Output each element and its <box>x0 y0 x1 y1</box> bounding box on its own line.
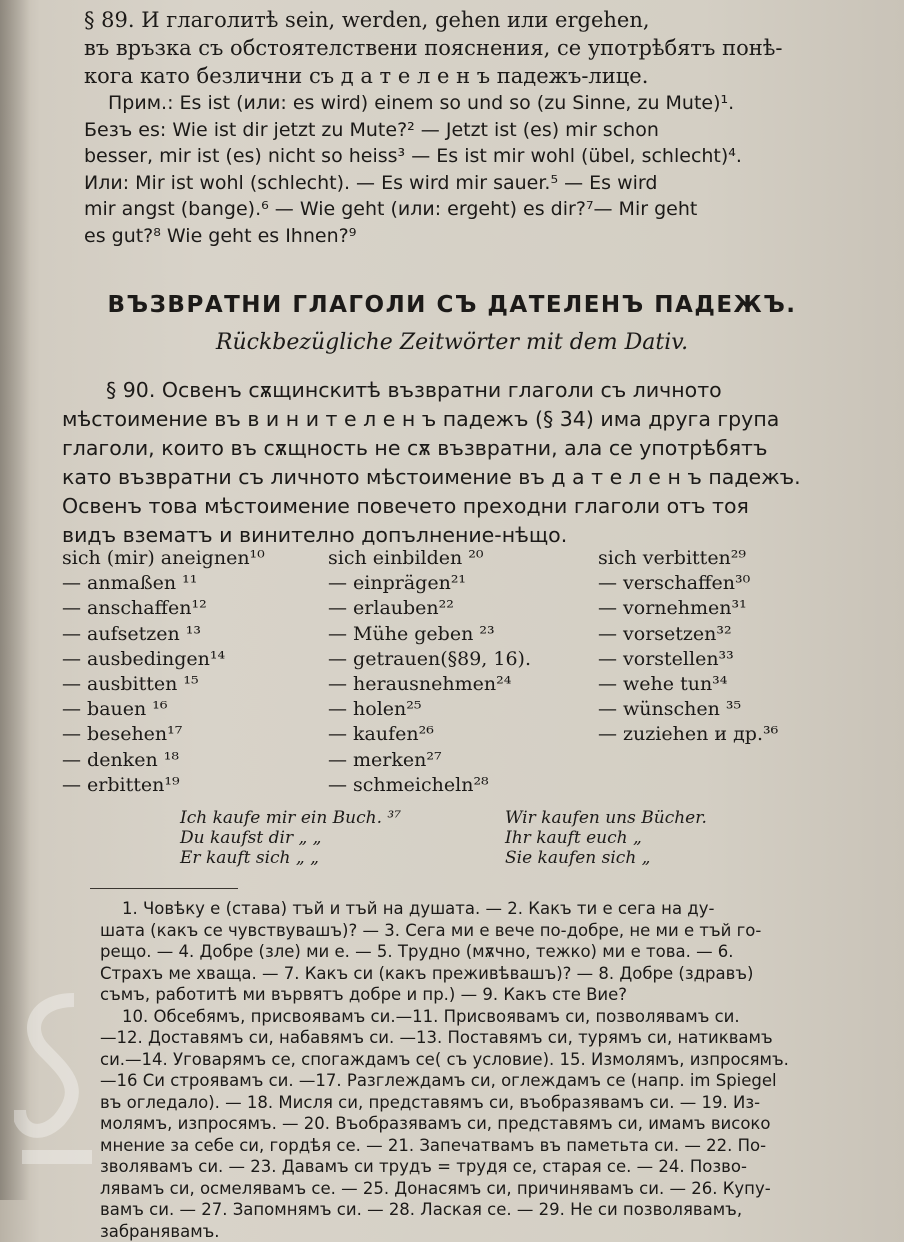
footnote-line: 10. Обсебямъ, присвоявамъ си.—11. Присвоявамъ си, позволявамъ си. <box>100 1006 860 1028</box>
text-line: Безъ es: Wie ist dir jetzt zu Mute?² — Jetzt ist (es) mir schon <box>84 117 844 144</box>
verb-entry: — wehe tun³⁴ <box>598 672 778 697</box>
footnote-line: зволявамъ си. — 23. Давамъ си трудъ = трудя се, старая се. — 24. Позво- <box>100 1156 860 1178</box>
example-sentence: Ich kaufe mir ein Buch. ³⁷ <box>180 808 401 828</box>
verb-entry: — anmaßen ¹¹ <box>62 571 265 596</box>
example-sentence: Ihr kauft euch „ <box>505 828 707 848</box>
footnote-line: въ огледало). — 18. Мисля си, представямъ си, въобразявамъ си. — 19. Из- <box>100 1092 860 1114</box>
text-line: mir angst (bange).⁶ — Wie geht (или: ergeht) es dir?⁷— Mir geht <box>84 196 844 223</box>
chapter-heading: ВЪЗВРАТНИ ГЛАГОЛИ СЪ ДАТЕЛЕНЪ ПАДЕЖЪ. <box>0 292 904 318</box>
verb-entry: — aufsetzen ¹³ <box>62 622 265 647</box>
verb-entry: sich (mir) aneignen¹⁰ <box>62 546 265 571</box>
verb-entry: — bauen ¹⁶ <box>62 697 265 722</box>
footnote-line: —12. Доставямъ си, набавямъ си. —13. Поставямъ си, турямъ си, натиквамъ <box>100 1027 860 1049</box>
verb-list-column-2 <box>328 546 531 798</box>
verb-list-column-1 <box>62 546 265 798</box>
text-line: Прим.: Es ist (или: es wird) einem so und so (zu Sinne, zu Mute)¹. <box>84 90 844 117</box>
watermark-logo <box>14 990 104 1210</box>
footnotes <box>100 898 860 1242</box>
footnote-line: шата (какъ се чувствувашъ)? — 3. Сега ми е вече по-добре, не ми е тъй го- <box>100 920 860 942</box>
verb-entry: — ausbedingen¹⁴ <box>62 647 265 672</box>
section-89-paragraph <box>84 6 844 90</box>
verb-entry: — einprägen²¹ <box>328 571 531 596</box>
verb-entry: — vorstellen³³ <box>598 647 778 672</box>
footnote-line: мнение за себе си, гордѣя се. — 21. Запечатвамъ въ паметьта си. — 22. По- <box>100 1135 860 1157</box>
footnote-line: —16 Си строявамъ си. —17. Разглеждамъ си, оглеждамъ се (напр. im Spiegel <box>100 1070 860 1092</box>
verb-entry: sich verbitten²⁹ <box>598 546 778 571</box>
verb-list-column-3 <box>598 546 778 748</box>
text-line: видъ взематъ и винително допълнение-нѣщо. <box>62 521 852 550</box>
footnote-line: Страхъ ме хваща. — 7. Какъ си (какъ преживѣвашъ)? — 8. Добре (здравъ) <box>100 963 860 985</box>
footnote-line: лявамъ си, осмелявамъ се. — 25. Донасямъ си, причинявамъ си. — 26. Купу- <box>100 1178 860 1200</box>
text-line: кога като безлични съ д а т е л е н ъ падежъ-лице. <box>84 62 844 90</box>
verb-entry: — ausbitten ¹⁵ <box>62 672 265 697</box>
verb-entry: — merken²⁷ <box>328 748 531 773</box>
text-line: мѣстоимение въ в и н и т е л е н ъ падежъ (§ 34) има друга група <box>62 405 852 434</box>
verb-entry: — Mühe geben ²³ <box>328 622 531 647</box>
text-line: въ връзка съ обстоятелствени пояснения, се употрѣбятъ понѣ- <box>84 34 844 62</box>
example-sentences-left <box>180 808 401 868</box>
verb-entry: — vornehmen³¹ <box>598 596 778 621</box>
text-line: es gut?⁸ Wie geht es Ihnen?⁹ <box>84 223 844 250</box>
verb-entry: — herausnehmen²⁴ <box>328 672 531 697</box>
example-sentence: Er kauft sich „ „ <box>180 848 401 868</box>
footnote-line: забранявамъ. <box>100 1221 860 1242</box>
verb-entry: — denken ¹⁸ <box>62 748 265 773</box>
section-90-paragraph <box>62 376 852 550</box>
text-line: като възвратни съ личното мѣстоимение въ д а т е л е н ъ падежъ. <box>62 463 852 492</box>
chapter-subheading: Rückbezügliche Zeitwörter mit dem Dativ. <box>0 330 904 355</box>
verb-entry: — holen²⁵ <box>328 697 531 722</box>
text-line: Или: Mir ist wohl (schlecht). — Es wird mir sauer.⁵ — Es wird <box>84 170 844 197</box>
text-line: § 89. И глаголитѣ sein, werden, gehen или ergehen, <box>84 6 844 34</box>
verb-entry: — anschaffen¹² <box>62 596 265 621</box>
footnote-divider <box>90 888 238 889</box>
verb-entry: — getrauen(§89, 16). <box>328 647 531 672</box>
text-line: besser, mir ist (es) nicht so heiss³ — Es ist mir wohl (übel, schlecht)⁴. <box>84 143 844 170</box>
verb-entry: — kaufen²⁶ <box>328 722 531 747</box>
example-sentences-right <box>505 808 707 868</box>
section-89-notes <box>84 90 844 249</box>
footnote-line: рещо. — 4. Добре (зле) ми е. — 5. Трудно (мѫчно, тежко) ми е това. — 6. <box>100 941 860 963</box>
verb-entry: — zuziehen и др.³⁶ <box>598 722 778 747</box>
example-sentence: Wir kaufen uns Bücher. <box>505 808 707 828</box>
verb-entry: — wünschen ³⁵ <box>598 697 778 722</box>
footnote-line: си.—14. Уговарямъ се, спогаждамъ се( съ условие). 15. Измолямъ, изпросямъ. <box>100 1049 860 1071</box>
footnote-line: вамъ си. — 27. Запомнямъ си. — 28. Лаская се. — 29. Не си позволявамъ, <box>100 1199 860 1221</box>
verb-entry: — erbitten¹⁹ <box>62 773 265 798</box>
example-sentence: Du kaufst dir „ „ <box>180 828 401 848</box>
verb-entry: — vorsetzen³² <box>598 622 778 647</box>
footnote-line: съмъ, работитѣ ми вървятъ добре и пр.) — 9. Какъ сте Вие? <box>100 984 860 1006</box>
verb-entry: — schmeicheln²⁸ <box>328 773 531 798</box>
example-sentence: Sie kaufen sich „ <box>505 848 707 868</box>
footnote-line: 1. Човѣку е (става) тъй и тъй на душата. — 2. Какъ ти е сега на ду- <box>100 898 860 920</box>
text-line: § 90. Освенъ сѫщинскитѣ възвратни глаголи съ личното <box>62 376 852 405</box>
text-line: Освенъ това мѣстоимение повечето преходни глаголи отъ тоя <box>62 492 852 521</box>
verb-entry: — erlauben²² <box>328 596 531 621</box>
footnote-line: молямъ, изпросямъ. — 20. Въобразявамъ си, представямъ си, имамъ високо <box>100 1113 860 1135</box>
text-line: глаголи, които въ сѫщность не сѫ възвратни, ала се употрѣбятъ <box>62 434 852 463</box>
verb-entry: — verschaffen³⁰ <box>598 571 778 596</box>
verb-entry: — besehen¹⁷ <box>62 722 265 747</box>
verb-entry: sich einbilden ²⁰ <box>328 546 531 571</box>
